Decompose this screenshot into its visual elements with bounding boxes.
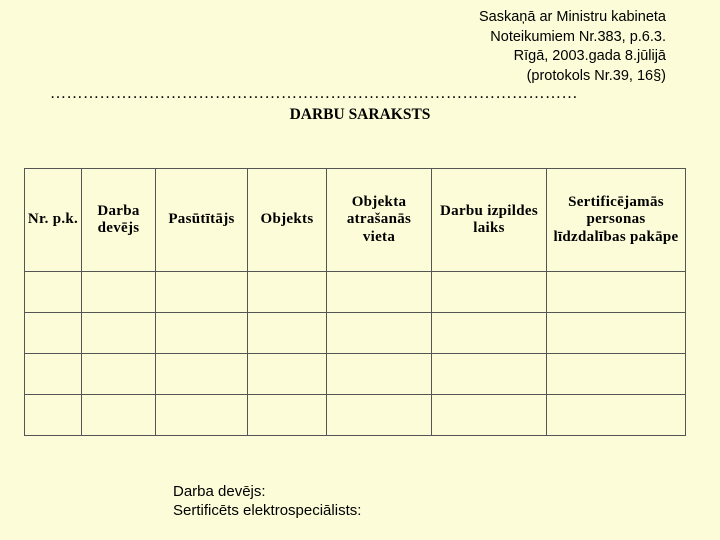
table-row: [25, 313, 686, 354]
table-cell[interactable]: [82, 313, 156, 354]
table-cell[interactable]: [248, 354, 327, 395]
table-cell[interactable]: [432, 313, 547, 354]
table-cell[interactable]: [82, 272, 156, 313]
regulation-line: Rīgā, 2003.gada 8.jūlijā: [513, 48, 666, 64]
table-cell[interactable]: [156, 354, 248, 395]
specialist-signature-label: Sertificēts elektrospeciālists:: [173, 502, 362, 519]
table-cell[interactable]: [25, 272, 82, 313]
regulation-line: (protokols Nr.39, 16§): [526, 67, 666, 84]
table-row: [25, 395, 686, 436]
table-cell[interactable]: [432, 395, 547, 436]
signature-section: [173, 482, 361, 520]
table-cell[interactable]: [432, 354, 547, 395]
table-cell[interactable]: [156, 395, 248, 436]
header-number: Nr. p.k.: [25, 169, 82, 272]
table-cell[interactable]: [248, 395, 327, 436]
regulation-line: Saskaņā ar Ministru kabineta: [479, 9, 666, 25]
table-cell[interactable]: [432, 272, 547, 313]
table-header-row: [25, 169, 686, 272]
header-object: Objekts: [248, 169, 327, 272]
table-cell[interactable]: [25, 313, 82, 354]
table-cell[interactable]: [327, 395, 432, 436]
table-cell[interactable]: [25, 354, 82, 395]
table-cell[interactable]: [156, 313, 248, 354]
table-cell[interactable]: [25, 395, 82, 436]
table-cell[interactable]: [547, 395, 686, 436]
table-cell[interactable]: [82, 395, 156, 436]
employer-signature-label: Darba devējs:: [173, 483, 266, 500]
regulation-line: Noteikumiem Nr.383, p.6.3.: [490, 28, 666, 45]
works-table: [24, 168, 686, 436]
table-cell[interactable]: [82, 354, 156, 395]
table-cell[interactable]: [547, 272, 686, 313]
table-cell[interactable]: [327, 313, 432, 354]
regulation-reference: [366, 8, 666, 86]
header-participation-level: Sertificējamās personas līdzdalības pakāpe: [547, 169, 686, 272]
table-cell[interactable]: [248, 313, 327, 354]
header-work-period: Darbu izpildes laiks: [432, 169, 547, 272]
table-cell[interactable]: [248, 272, 327, 313]
table-cell[interactable]: [547, 354, 686, 395]
table-row: [25, 354, 686, 395]
table-row: [25, 272, 686, 313]
dotted-separator: ……………………………………………………………………………………: [50, 86, 578, 102]
table-cell[interactable]: [327, 354, 432, 395]
document-title: DARBU SARAKSTS: [289, 106, 431, 123]
header-client: Pasūtītājs: [156, 169, 248, 272]
table-cell[interactable]: [327, 272, 432, 313]
table-cell[interactable]: [156, 272, 248, 313]
header-employer: Darba devējs: [82, 169, 156, 272]
header-object-location: Objekta atrašanās vieta: [327, 169, 432, 272]
table-cell[interactable]: [547, 313, 686, 354]
